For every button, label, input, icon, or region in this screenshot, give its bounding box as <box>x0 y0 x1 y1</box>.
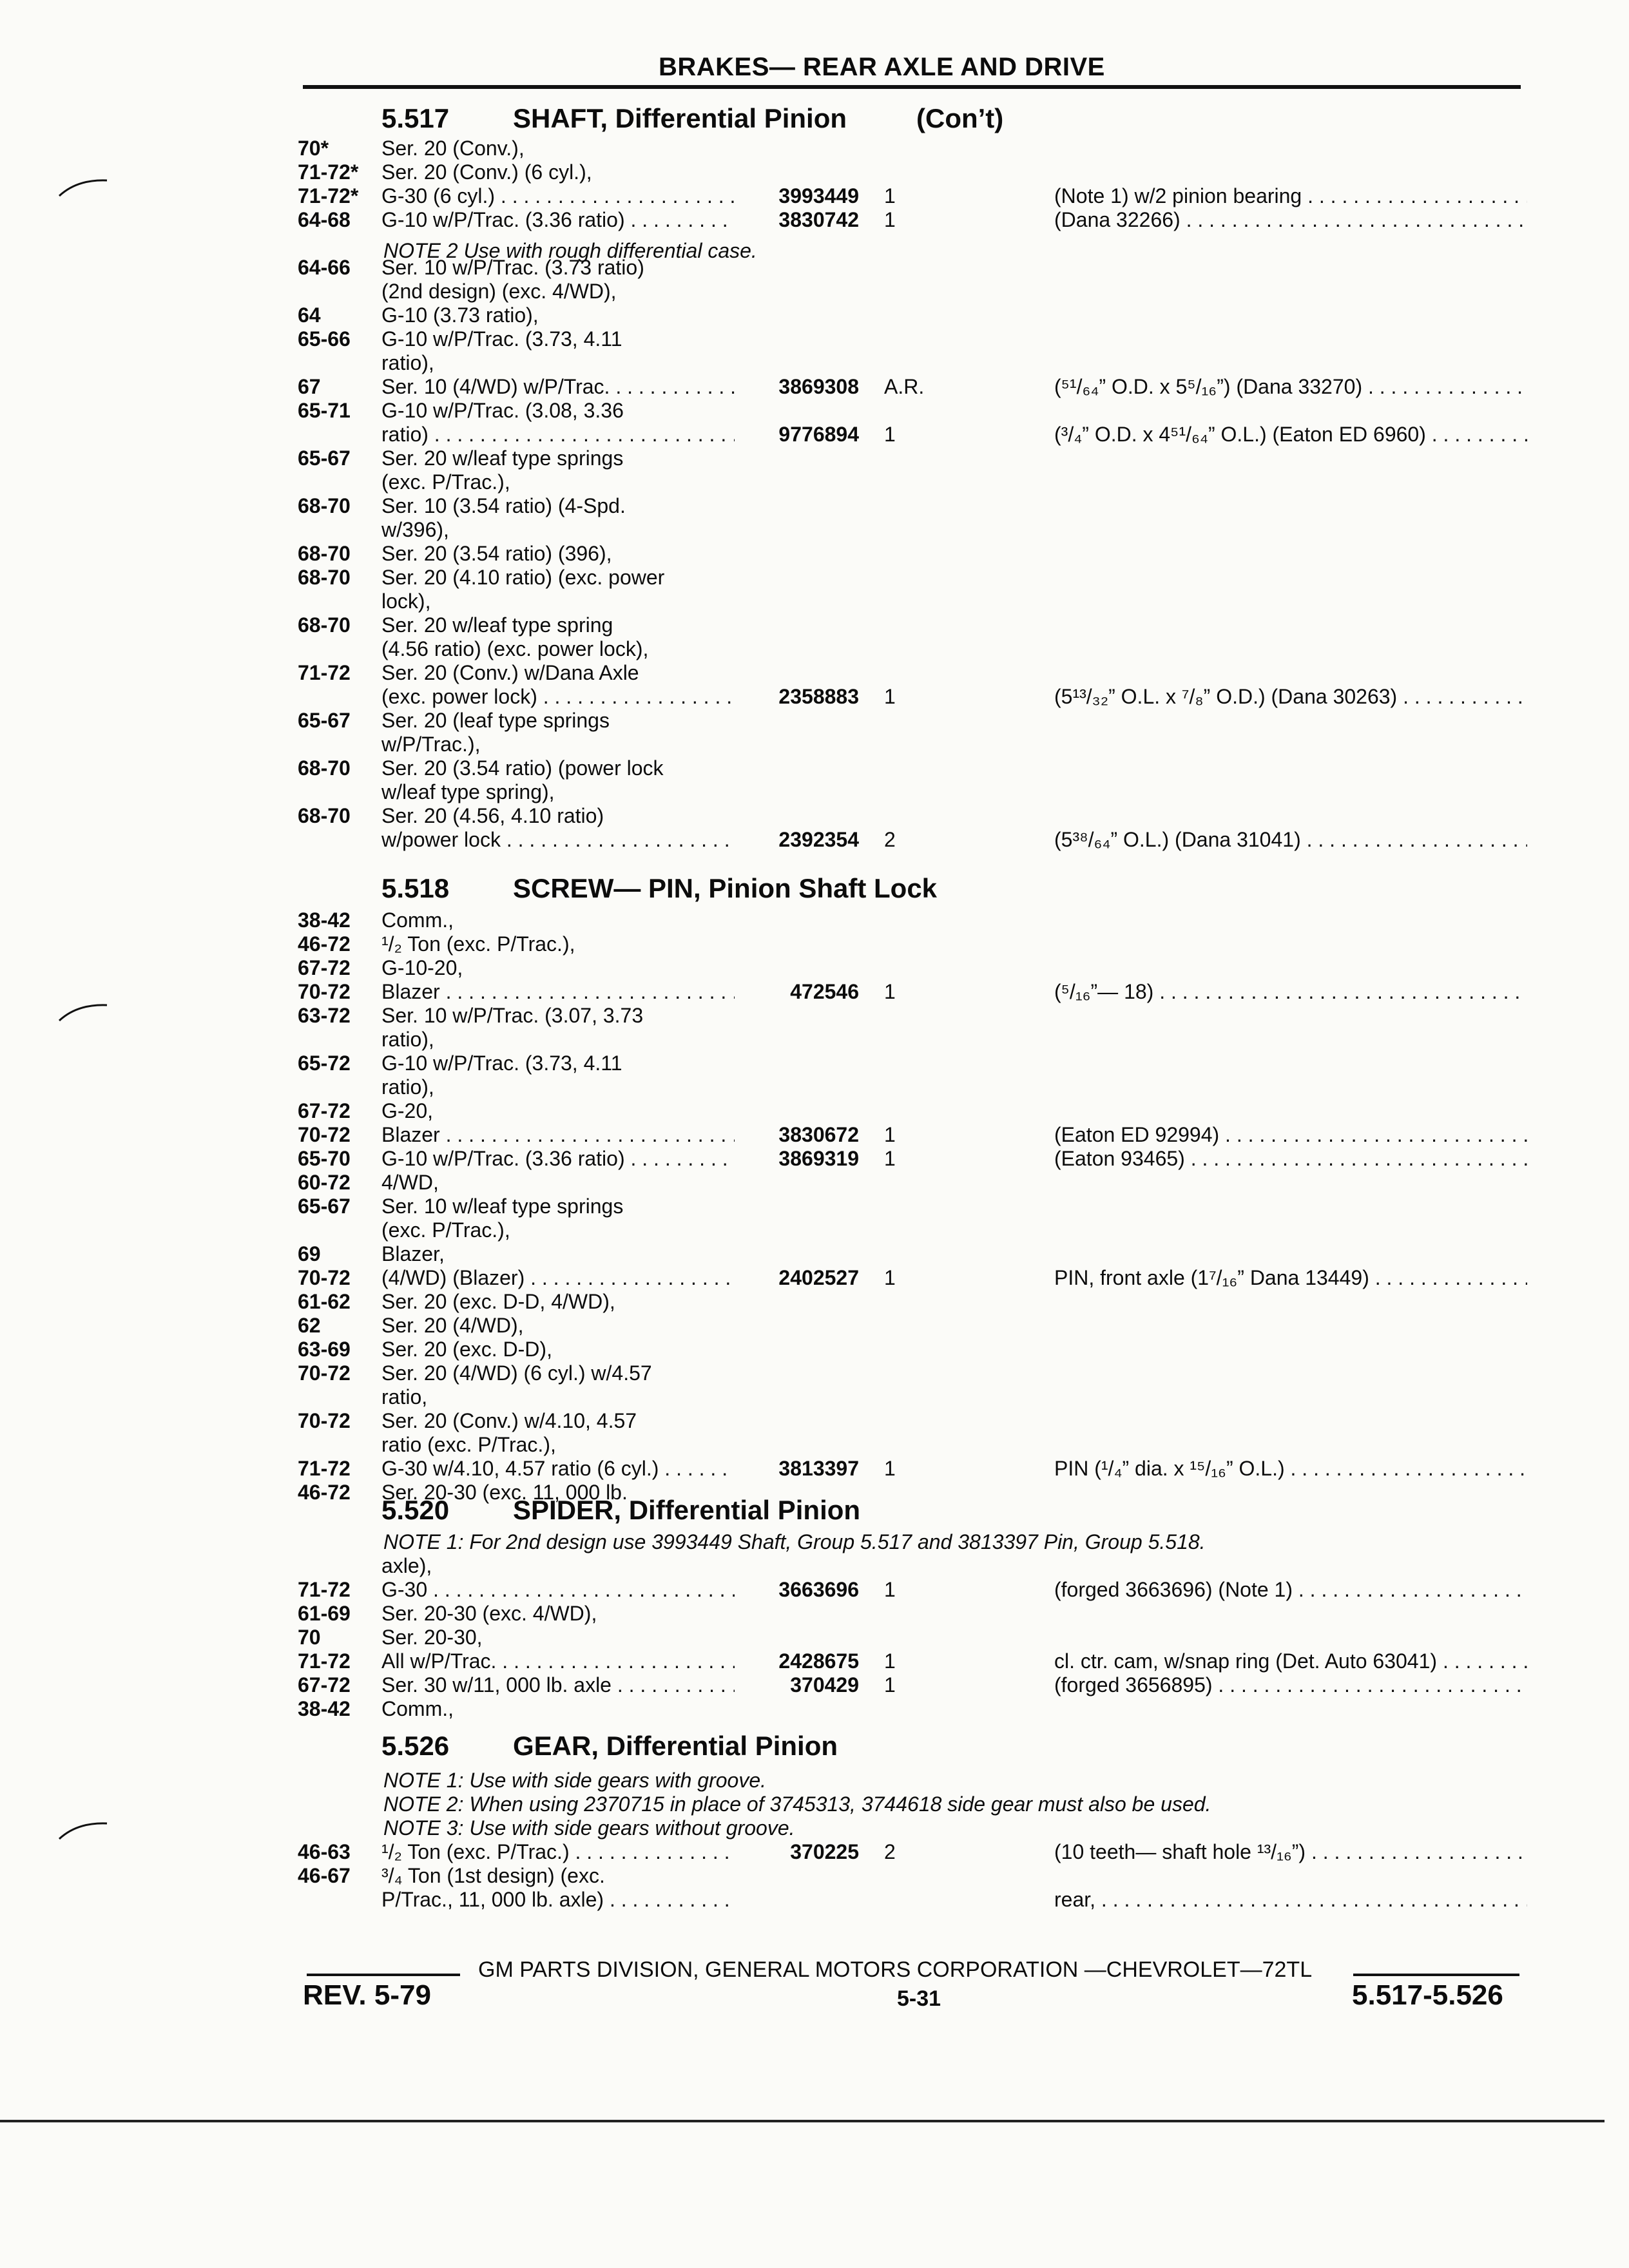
table-row <box>0 1195 1629 1218</box>
note-line: NOTE 1: Use with side gears with groove. <box>383 1769 767 1792</box>
table-row <box>0 1290 1629 1314</box>
quantity: A.R. <box>884 375 925 398</box>
application-description: Ser. 20 (Conv.), <box>381 137 525 160</box>
application-description: Ser. 10 w/leaf type springs <box>381 1195 624 1218</box>
table-row <box>0 1697 1629 1721</box>
model-years: 68-70 <box>298 804 351 827</box>
application-description: (exc. power lock) . . . <box>381 685 735 709</box>
application-description: Blazer . . . <box>381 1123 735 1147</box>
table-row <box>0 1409 1629 1433</box>
note-line: NOTE 2 Use with rough differential case. <box>383 239 757 262</box>
table-row <box>0 1864 1629 1888</box>
part-number: 9776894 <box>778 423 859 446</box>
table-row <box>0 1840 1629 1864</box>
model-years: 68-70 <box>298 542 351 565</box>
table-row <box>0 160 1629 184</box>
table-row <box>0 542 1629 566</box>
table-row <box>0 709 1629 733</box>
part-number: 3993449 <box>778 184 859 207</box>
table-row <box>0 804 1629 828</box>
remarks: (5¹³/₃₂” O.L. x ⁷/₈” O.D.) (Dana 30263) . . . <box>1054 685 1527 709</box>
application-description: (exc. P/Trac.), <box>381 470 510 494</box>
table-row <box>0 256 1629 280</box>
table-row <box>0 1099 1629 1123</box>
model-years: 71-72 <box>298 661 351 684</box>
table-row <box>0 756 1629 780</box>
quantity: 1 <box>884 184 896 207</box>
part-number: 370225 <box>790 1840 859 1863</box>
application-description: axle), <box>381 1554 432 1577</box>
application-description: ¹/₂ Ton (exc. P/Trac.) . . . <box>381 1840 735 1864</box>
table-row <box>0 908 1629 932</box>
table-row <box>0 980 1629 1004</box>
table-row <box>0 1385 1629 1409</box>
model-years: 65-67 <box>298 1195 351 1218</box>
model-years: 67-72 <box>298 1673 351 1696</box>
model-years: 70 <box>298 1626 321 1649</box>
table-row <box>0 1457 1629 1481</box>
part-number: 472546 <box>790 980 859 1003</box>
application-description: w/396), <box>381 518 449 541</box>
application-description: G-20, <box>381 1099 434 1122</box>
application-description: Ser. 20 w/leaf type spring <box>381 613 613 637</box>
table-row <box>0 1147 1629 1171</box>
table-row <box>0 590 1629 613</box>
application-description: (2nd design) (exc. 4/WD), <box>381 280 617 303</box>
quantity: 2 <box>884 828 896 851</box>
application-description: G-30 . . . <box>381 1578 735 1602</box>
application-description: ratio), <box>381 351 434 374</box>
table-row <box>0 1242 1629 1266</box>
application-description: Blazer . . . <box>381 980 735 1004</box>
model-years: 70-72 <box>298 1409 351 1432</box>
model-years: 38-42 <box>298 1697 351 1720</box>
table-row <box>0 280 1629 303</box>
table-row <box>0 1052 1629 1075</box>
remarks: (⁵¹/₆₄” O.D. x 5⁵/₁₆”) (Dana 33270) . . . <box>1054 375 1527 399</box>
application-description: G-10 w/P/Trac. (3.36 ratio) . . . <box>381 208 735 232</box>
note-line: NOTE 3: Use with side gears without groove. <box>383 1816 795 1840</box>
part-number: 2428675 <box>778 1649 859 1673</box>
application-description: Ser. 10 w/P/Trac. (3.07, 3.73 <box>381 1004 644 1027</box>
application-description: w/power lock . . . <box>381 828 735 852</box>
application-description: Ser. 20 (Conv.) (6 cyl.), <box>381 160 592 184</box>
application-description: Ser. 30 w/11, 000 lb. axle . . . <box>381 1673 735 1697</box>
quantity: 1 <box>884 980 896 1003</box>
model-years: 68-70 <box>298 494 351 517</box>
footer-revision: REV. 5-79 <box>303 1979 431 2011</box>
footer-division: GM PARTS DIVISION, GENERAL MOTORS CORPORATION —CHEVROLET—72TL <box>478 1957 1313 1982</box>
application-description: P/Trac., 11, 000 lb. axle) . . . <box>381 1888 735 1912</box>
model-years: 62 <box>298 1314 321 1337</box>
application-description: Ser. 10 (3.54 ratio) (4-Spd. <box>381 494 626 517</box>
model-years: 68-70 <box>298 613 351 637</box>
scan-mark <box>58 1816 110 1841</box>
table-row <box>0 1123 1629 1147</box>
model-years: 46-72 <box>298 932 351 956</box>
table-row <box>0 1673 1629 1697</box>
quantity: 2 <box>884 1840 896 1863</box>
application-description: (4.56 ratio) (exc. power lock), <box>381 637 649 660</box>
table-row <box>0 423 1629 447</box>
application-description: w/P/Trac.), <box>381 733 481 756</box>
model-years: 68-70 <box>298 756 351 780</box>
application-description: G-10 w/P/Trac. (3.08, 3.36 <box>381 399 624 422</box>
application-description: Ser. 20 (leaf type springs <box>381 709 610 732</box>
table-row <box>0 470 1629 494</box>
remarks: (Eaton ED 92994) . . . <box>1054 1123 1527 1147</box>
model-years: 70-72 <box>298 1266 351 1289</box>
table-row <box>0 1314 1629 1338</box>
application-description: Ser. 20 (3.54 ratio) (396), <box>381 542 612 565</box>
application-description: All w/P/Trac. . . . <box>381 1649 735 1673</box>
table-row <box>0 208 1629 232</box>
table-row <box>0 932 1629 956</box>
quantity: 1 <box>884 208 896 231</box>
part-number: 2392354 <box>778 828 859 851</box>
application-description: Ser. 20 (4.10 ratio) (exc. power <box>381 566 665 589</box>
model-years: 63-72 <box>298 1004 351 1027</box>
model-years: 71-72 <box>298 1578 351 1601</box>
remarks: (Eaton 93465) . . . <box>1054 1147 1527 1171</box>
table-row <box>0 1433 1629 1457</box>
model-years: 61-62 <box>298 1290 351 1313</box>
application-description: ratio (exc. P/Trac.), <box>381 1433 556 1456</box>
remarks: (Note 1) w/2 pinion bearing . . . <box>1054 184 1527 208</box>
application-description: Ser. 20-30 (exc. 11, 000 lb. <box>381 1481 628 1504</box>
application-description: Ser. 10 w/P/Trac. (3.73 ratio) <box>381 256 644 279</box>
part-number: 3813397 <box>778 1457 859 1480</box>
model-years: 38-42 <box>298 908 351 932</box>
application-description: ³/₄ Ton (1st design) (exc. <box>381 1864 605 1887</box>
table-row <box>0 327 1629 351</box>
remarks: (⁵/₁₆”— 18) . . . <box>1054 980 1527 1004</box>
table-row <box>0 780 1629 804</box>
application-description: G-10-20, <box>381 956 463 979</box>
quantity: 1 <box>884 423 896 446</box>
model-years: 64-66 <box>298 256 351 279</box>
scan-mark <box>58 173 110 198</box>
table-row <box>0 1171 1629 1195</box>
remarks: (10 teeth— shaft hole ¹³/₁₆”) . . . <box>1054 1840 1527 1864</box>
note-line: NOTE 1: For 2nd design use 3993449 Shaft, Group 5.517 and 3813397 Pin, Group 5.518. <box>383 1530 1206 1553</box>
application-description: Ser. 20 (Conv.) w/4.10, 4.57 <box>381 1409 637 1432</box>
part-number: 3830742 <box>778 208 859 231</box>
model-years: 46-63 <box>298 1840 351 1863</box>
table-row <box>0 1626 1629 1649</box>
footer-rule-right <box>1353 1974 1519 1976</box>
part-number: 2402527 <box>778 1266 859 1289</box>
quantity: 1 <box>884 1147 896 1170</box>
part-number: 370429 <box>790 1673 859 1696</box>
part-number: 2358883 <box>778 685 859 708</box>
note-line: NOTE 2: When using 2370715 in place of 3745313, 3744618 side gear must also be used. <box>383 1792 1211 1816</box>
table-row <box>0 447 1629 470</box>
application-description: w/leaf type spring), <box>381 780 555 803</box>
table-row <box>0 1888 1629 1912</box>
model-years: 46-67 <box>298 1864 351 1887</box>
table-row <box>0 1075 1629 1099</box>
table-row <box>0 566 1629 590</box>
table-row <box>0 613 1629 637</box>
model-years: 64-68 <box>298 208 351 231</box>
model-years: 69 <box>298 1242 321 1265</box>
model-years: 65-66 <box>298 327 351 351</box>
model-years: 65-67 <box>298 447 351 470</box>
table-row <box>0 685 1629 709</box>
model-years: 70-72 <box>298 980 351 1003</box>
remarks: (forged 3656895) . . . <box>1054 1673 1527 1697</box>
application-description: Ser. 20-30 (exc. 4/WD), <box>381 1602 597 1625</box>
model-years: 71-72* <box>298 184 359 207</box>
quantity: 1 <box>884 1123 896 1146</box>
table-row <box>0 375 1629 399</box>
application-description: ratio), <box>381 1075 434 1099</box>
application-description: Comm., <box>381 1697 454 1720</box>
table-row <box>0 1004 1629 1028</box>
application-description: Ser. 20 (exc. D-D), <box>381 1338 552 1361</box>
model-years: 65-72 <box>298 1052 351 1075</box>
application-description: (4/WD) (Blazer) . . . <box>381 1266 735 1290</box>
model-years: 67-72 <box>298 1099 351 1122</box>
table-row <box>0 828 1629 852</box>
model-years: 70-72 <box>298 1361 351 1385</box>
application-description: Blazer, <box>381 1242 445 1265</box>
table-row <box>0 1266 1629 1290</box>
application-description: Ser. 20 (4.56, 4.10 ratio) <box>381 804 604 827</box>
model-years: 70* <box>298 137 329 160</box>
application-description: G-30 w/4.10, 4.57 ratio (6 cyl.) . . . <box>381 1457 735 1481</box>
table-row <box>0 137 1629 160</box>
table-row <box>0 637 1629 661</box>
application-description: (exc. P/Trac.), <box>381 1218 510 1242</box>
table-row <box>0 1338 1629 1361</box>
part-number: 3869319 <box>778 1147 859 1170</box>
page-header-title: BRAKES— REAR AXLE AND DRIVE <box>659 53 1105 81</box>
application-description: ratio) . . . <box>381 423 735 447</box>
application-description: Ser. 20 (3.54 ratio) (power lock <box>381 756 664 780</box>
table-row <box>0 351 1629 375</box>
part-number: 3663696 <box>778 1578 859 1601</box>
model-years: 71-72 <box>298 1649 351 1673</box>
application-description: G-30 (6 cyl.) . . . <box>381 184 735 208</box>
application-description: 4/WD, <box>381 1171 439 1194</box>
table-row <box>0 184 1629 208</box>
model-years: 60-72 <box>298 1171 351 1194</box>
table-row <box>0 1028 1629 1052</box>
footer-rule-left <box>307 1974 460 1976</box>
part-number: 3830672 <box>778 1123 859 1146</box>
application-description: G-10 w/P/Trac. (3.73, 4.11 <box>381 1052 622 1075</box>
application-description: ratio, <box>381 1385 428 1408</box>
model-years: 68-70 <box>298 566 351 589</box>
quantity: 1 <box>884 1266 896 1289</box>
remarks: PIN (¹/₄” dia. x ¹⁵/₁₆” O.L.) . . . <box>1054 1457 1527 1481</box>
remarks: (Dana 32266) . . . <box>1054 208 1527 232</box>
remarks: cl. ctr. cam, w/snap ring (Det. Auto 63041) . . . <box>1054 1649 1527 1673</box>
table-row <box>0 1578 1629 1602</box>
model-years: 64 <box>298 303 321 327</box>
model-years: 71-72 <box>298 1457 351 1480</box>
part-number: 3869308 <box>778 375 859 398</box>
model-years: 71-72* <box>298 160 359 184</box>
model-years: 67-72 <box>298 956 351 979</box>
scan-mark <box>58 997 110 1023</box>
application-description: Comm., <box>381 908 454 932</box>
footer-group-range: 5.517-5.526 <box>1352 1979 1503 2011</box>
table-row <box>0 661 1629 685</box>
model-years: 65-70 <box>298 1147 351 1170</box>
quantity: 1 <box>884 1649 896 1673</box>
table-row <box>0 518 1629 542</box>
quantity: 1 <box>884 1457 896 1480</box>
model-years: 70-72 <box>298 1123 351 1146</box>
application-description: Ser. 20 w/leaf type springs <box>381 447 624 470</box>
table-row <box>0 956 1629 980</box>
model-years: 67 <box>298 375 321 398</box>
application-description: Ser. 20 (Conv.) w/Dana Axle <box>381 661 639 684</box>
quantity: 1 <box>884 1673 896 1696</box>
application-description: Ser. 10 (4/WD) w/P/Trac. . . . <box>381 375 735 399</box>
remarks: (5³⁸/₆₄” O.L.) (Dana 31041) . . . <box>1054 828 1527 852</box>
table-row <box>0 1218 1629 1242</box>
table-row <box>0 1361 1629 1385</box>
footer-page-number: 5-31 <box>897 1986 941 2011</box>
table-row <box>0 733 1629 756</box>
table-row <box>0 303 1629 327</box>
model-years: 65-67 <box>298 709 351 732</box>
remarks: PIN, front axle (1⁷/₁₆” Dana 13449) . . . <box>1054 1266 1527 1290</box>
application-description: ratio), <box>381 1028 434 1051</box>
application-description: ¹/₂ Ton (exc. P/Trac.), <box>381 932 575 956</box>
application-description: Ser. 20 (4/WD), <box>381 1314 524 1337</box>
application-description: G-10 (3.73 ratio), <box>381 303 539 327</box>
model-years: 46-72 <box>298 1481 351 1504</box>
remarks: (³/₄” O.D. x 4⁵¹/₆₄” O.L.) (Eaton ED 6960) . . . <box>1054 423 1527 447</box>
remarks: rear, . . . <box>1054 1888 1527 1912</box>
application-description: Ser. 20-30, <box>381 1626 483 1649</box>
remarks: (forged 3663696) (Note 1) . . . <box>1054 1578 1527 1602</box>
model-years: 65-71 <box>298 399 351 422</box>
table-row <box>0 399 1629 423</box>
quantity: 1 <box>884 685 896 708</box>
model-years: 61-69 <box>298 1602 351 1625</box>
model-years: 63-69 <box>298 1338 351 1361</box>
quantity: 1 <box>884 1578 896 1601</box>
table-row <box>0 1649 1629 1673</box>
table-row <box>0 1554 1629 1578</box>
application-description: lock), <box>381 590 431 613</box>
table-row <box>0 1602 1629 1626</box>
application-description: Ser. 20 (4/WD) (6 cyl.) w/4.57 <box>381 1361 652 1385</box>
application-description: G-10 w/P/Trac. (3.36 ratio) . . . <box>381 1147 735 1171</box>
table-row <box>0 1481 1629 1504</box>
application-description: G-10 w/P/Trac. (3.73, 4.11 <box>381 327 622 351</box>
scan-bottom-rule <box>0 2120 1605 2122</box>
header-rule <box>303 85 1521 89</box>
application-description: Ser. 20 (exc. D-D, 4/WD), <box>381 1290 615 1313</box>
table-row <box>0 494 1629 518</box>
